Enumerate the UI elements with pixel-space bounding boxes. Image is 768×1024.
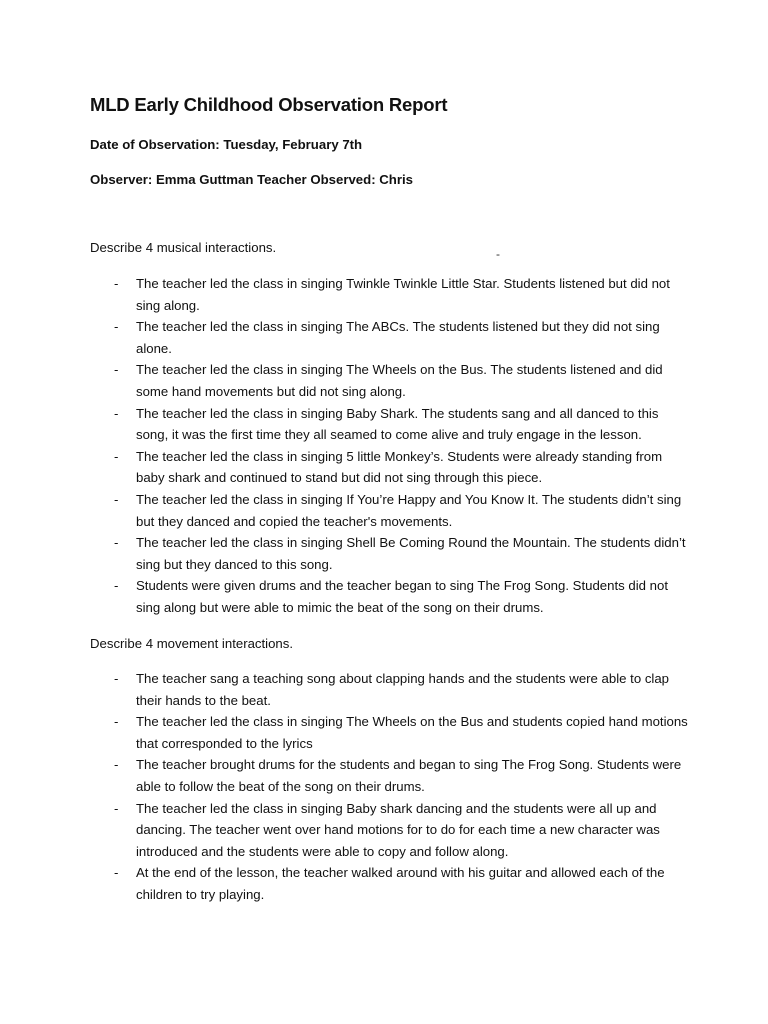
stray-dash-mark: - [496,247,500,261]
musical-interactions-list [90,273,690,619]
list-item-text: Students were given drums and the teacher began to sing The Frog Song. Students did not sing along but were able to mimic the beat of the song on their drums. [136,578,668,615]
observation-date: Date of Observation: Tuesday, February 7th [90,137,363,152]
list-item-text: The teacher sang a teaching song about clapping hands and the students were able to clap their hands to the beat. [136,671,670,708]
list-item-text: The teacher brought drums for the students and began to sing The Frog Song. Students were able to follow the beat of the song on their drums. [136,757,682,794]
bullet-dash: - [114,535,119,551]
movement-interactions-list [90,668,690,906]
bullet-dash: - [114,800,119,816]
musical-interactions-heading: Describe 4 musical interactions. [90,240,277,255]
list-item [90,754,690,797]
bullet-dash: - [114,578,119,594]
list-item-text: The teacher led the class in singing If You’re Happy and You Know It. The students didn’t sing but they danced and copied the teacher's movements. [136,491,682,529]
bullet-dash: - [114,671,119,686]
document-title: MLD Early Childhood Observation Report [90,94,448,115]
bullet-dash: - [114,865,119,881]
list-item [90,446,690,489]
list-item [90,711,690,754]
list-item-text: The teacher led the class in singing Baby Shark. The students sang and all danced to this song, it was the first time they all seamed to come alive and truly engage in the lesson. [136,405,659,443]
list-item [90,316,690,359]
list-item [90,532,690,575]
bullet-dash: - [114,276,119,291]
list-item [90,575,690,618]
list-item-text: The teacher led the class in singing The ABCs. The students listened but they did not sing alone. [136,319,660,356]
list-item-text: At the end of the lesson, the teacher walked around with his guitar and allowed each of the children to try playing. [136,865,665,902]
bullet-dash: - [114,714,119,730]
list-item [90,489,690,532]
list-item [90,273,690,316]
list-item [90,862,690,905]
bullet-dash: - [114,757,119,773]
list-item-text: The teacher led the class in singing The Wheels on the Bus. The students listened and did some hand movements but did not sing along. [136,362,663,399]
list-item [90,798,690,863]
list-item [90,668,690,711]
movement-interactions-heading: Describe 4 movement interactions. [90,636,294,651]
list-item-text: The teacher led the class in singing Baby shark dancing and the students were all up and dancing. The teacher went over hand motions for to do for each time a new character was introduced and the students were able to copy and follow along. [136,800,660,859]
list-item-text: The teacher led the class in singing Shell Be Coming Round the Mountain. The students didn’t sing but they danced to this song. [136,535,686,572]
observer-line: Observer: Emma Guttman Teacher Observed: Chris [90,172,413,187]
bullet-dash: - [114,405,119,421]
list-item [90,403,690,446]
list-item [90,359,690,402]
list-item-text: The teacher led the class in singing 5 little Monkey’s. Students were already standing from baby shark and continued to stand but did not sing through this piece. [136,448,663,486]
bullet-dash: - [114,362,119,378]
list-item-text: The teacher led the class in singing The Wheels on the Bus and students copied hand motions that corresponded to the lyrics [136,714,688,751]
bullet-dash: - [114,319,119,335]
bullet-dash: - [114,448,119,464]
bullet-dash: - [114,491,119,507]
list-item-text: The teacher led the class in singing Twinkle Twinkle Little Star. Students listened but did not sing along. [136,276,670,313]
